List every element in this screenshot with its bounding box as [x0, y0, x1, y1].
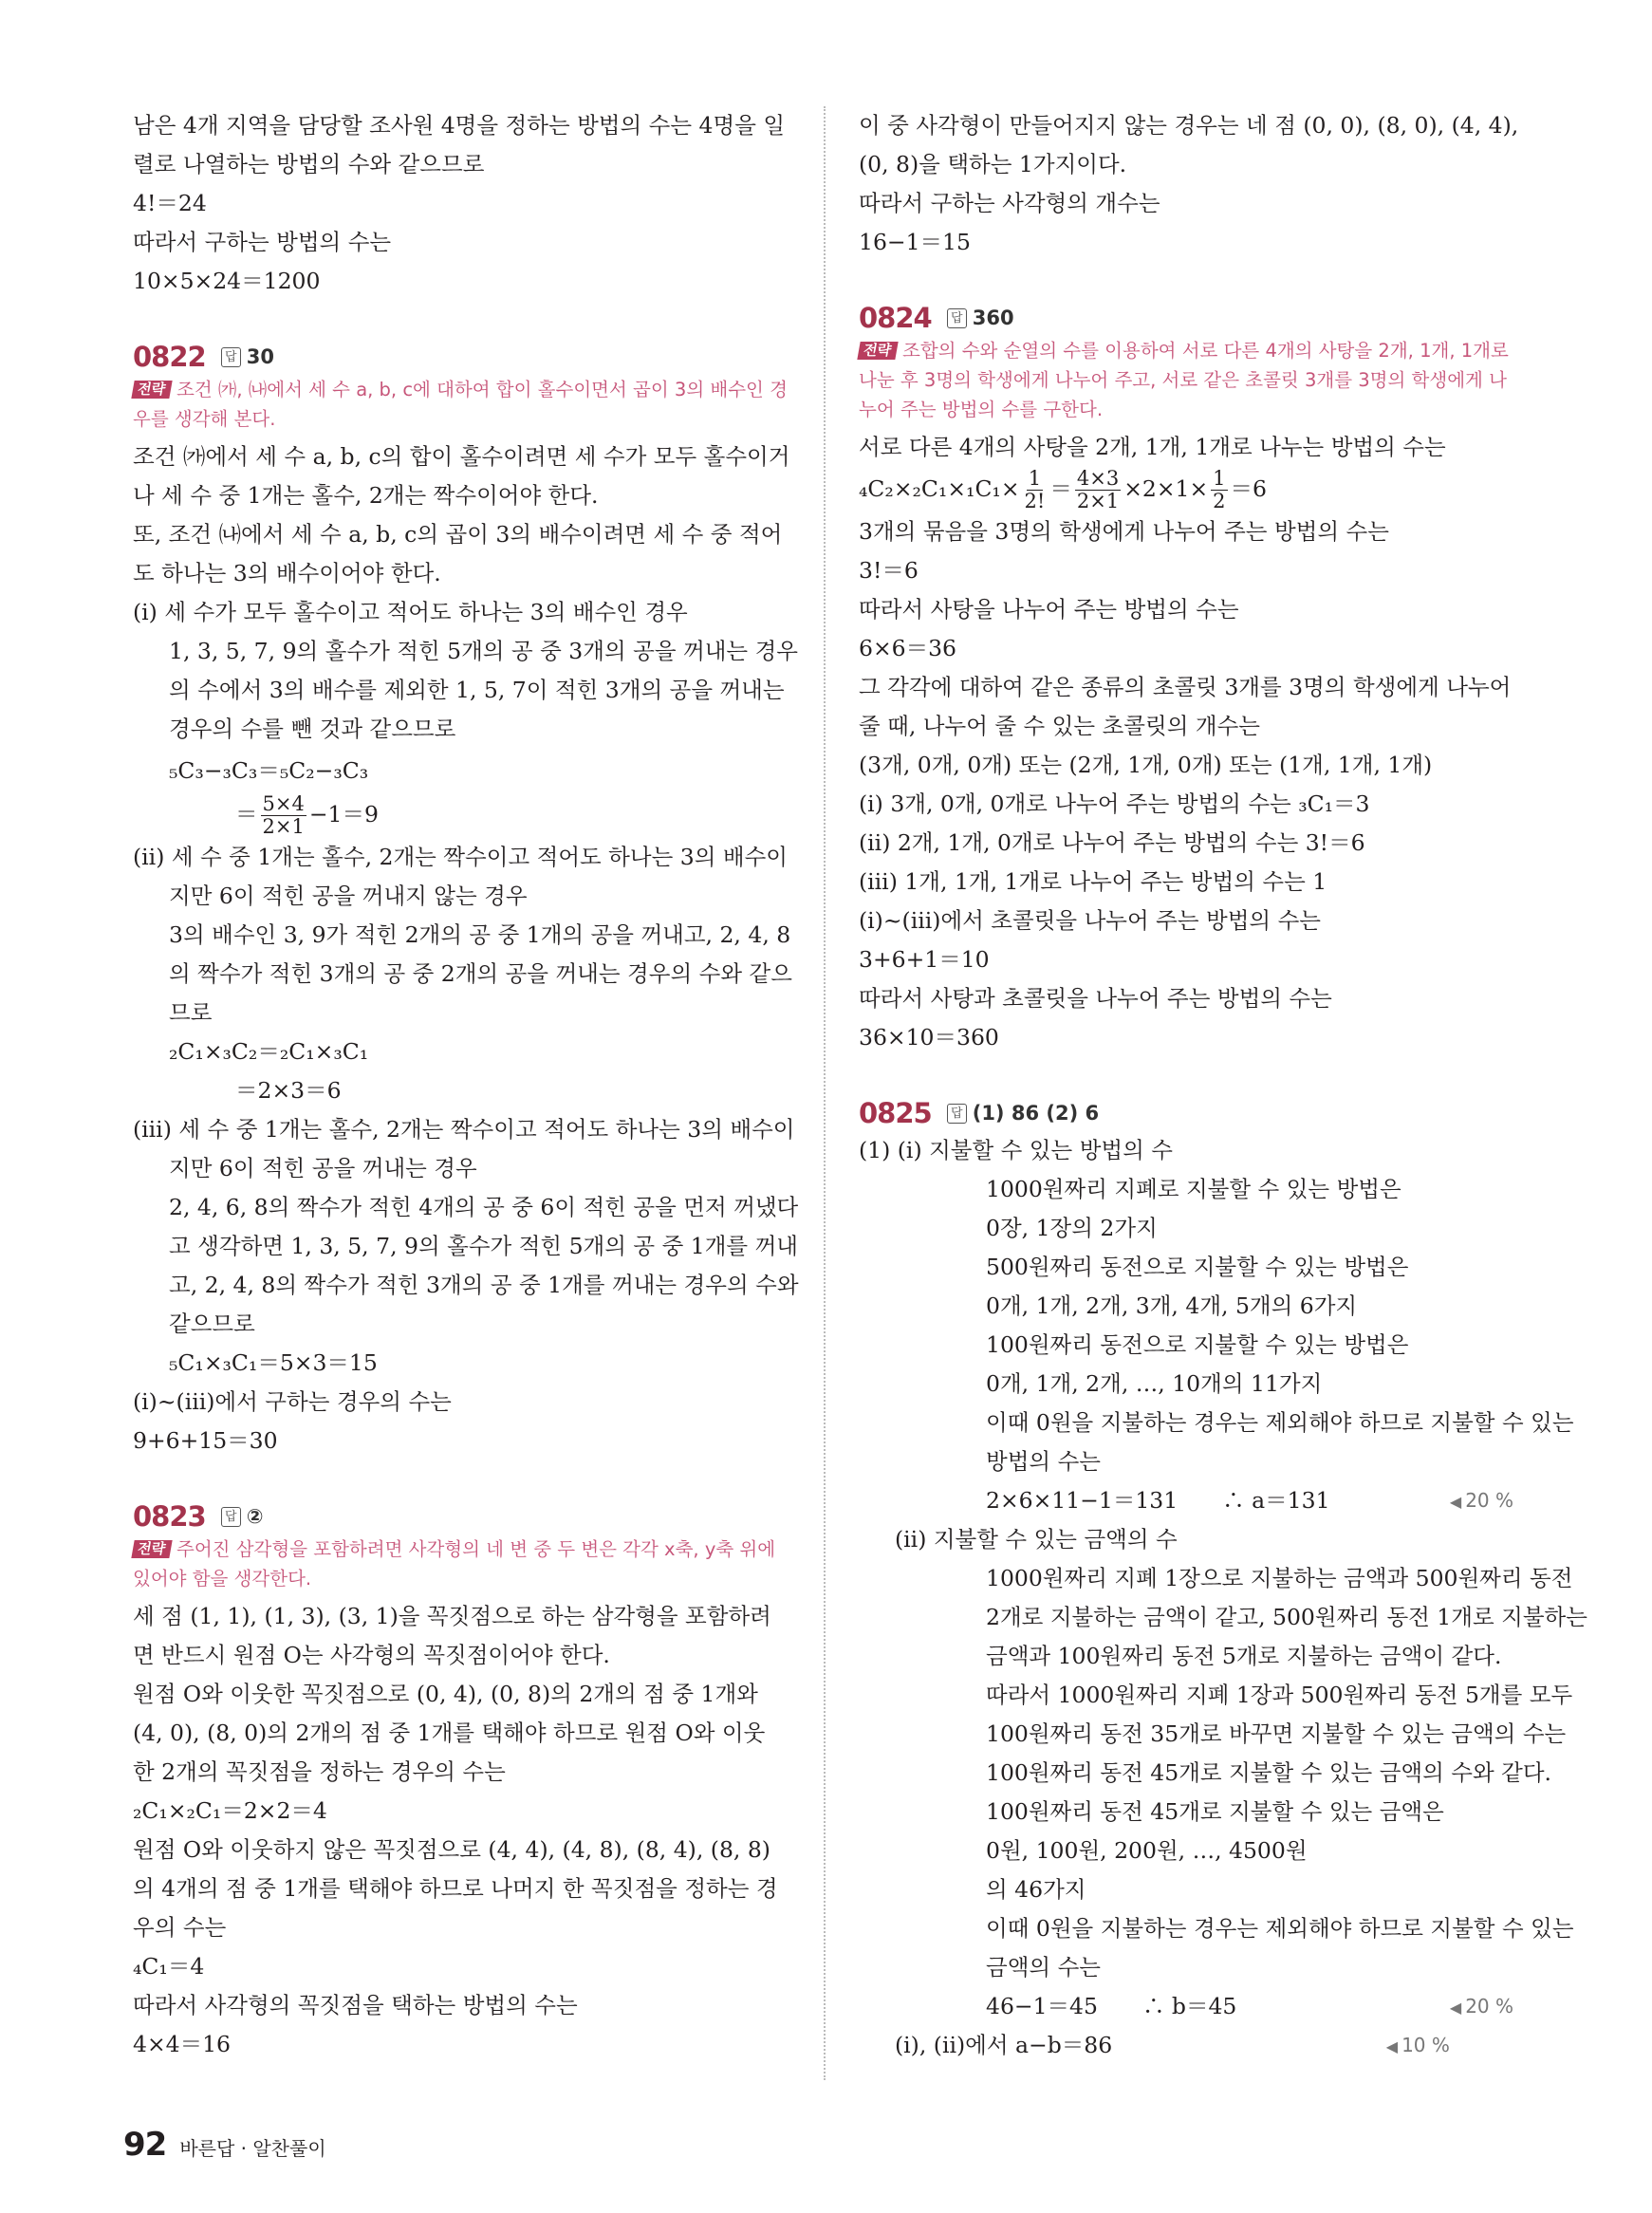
- column-divider: [824, 106, 826, 2080]
- book-title: 바른답 · 알찬풀이: [179, 2137, 326, 2160]
- text-line: 2, 4, 6, 8의 짝수가 적힌 4개의 공 중 6이 적힌 공을 먼저 꺼냈다: [169, 1194, 799, 1221]
- fraction: [1211, 468, 1227, 512]
- strategy-text: 주어진 삼각형을 포함하려면 사각형의 네 변 중 두 변은 각각 x축, y축 위에 있어야 함을 생각한다.: [133, 1538, 776, 1590]
- text-line: 3의 배수인 3, 9가 적힌 2개의 공 중 1개의 공을 꺼내고, 2, 4, 8: [169, 921, 791, 949]
- text-line: 따라서 사탕을 나누어 주는 방법의 수는: [859, 596, 1239, 623]
- equation: [133, 792, 788, 838]
- text-line: 의 46가지: [986, 1876, 1086, 1904]
- text-line: 그 각각에 대하여 같은 종류의 초콜릿 3개를 3명의 학생에게 나누어: [859, 674, 1512, 701]
- text-line: 지만 6이 적힌 공을 꺼내는 경우: [169, 1155, 477, 1182]
- equation: ₅C₁×₃C₁＝5×3＝15: [169, 1349, 378, 1377]
- text-line: 금액의 수는: [986, 1954, 1101, 1981]
- text-line: 지만 6이 적힌 공을 꺼내지 않는 경우: [169, 883, 528, 910]
- text-line: 100원짜리 동전 45개로 지불할 수 있는 금액은: [986, 1798, 1444, 1826]
- fraction: [1023, 468, 1048, 512]
- text-line: (ⅲ) 1개, 1개, 1개로 나누어 주는 방법의 수는 1: [859, 868, 1327, 896]
- text-line: 2개로 지불하는 금액이 같고, 500원짜리 동전 1개로 지불하는: [986, 1604, 1587, 1631]
- text-line: 이때 0원을 지불하는 경우는 제외해야 하므로 지불할 수 있는: [986, 1915, 1574, 1943]
- answer-value: 30: [246, 345, 274, 368]
- equation: [859, 1481, 1513, 1520]
- answer-icon: 답: [947, 308, 967, 328]
- equation: 3!＝6: [859, 557, 919, 585]
- text-line: 100원짜리 동전으로 지불할 수 있는 방법은: [986, 1331, 1409, 1359]
- problem-number: 0824: [859, 302, 932, 334]
- strategy-note: [133, 1534, 788, 1593]
- text-line: 따라서 구하는 방법의 수는: [133, 229, 392, 255]
- denominator: 2!: [1024, 490, 1046, 512]
- strategy-text: 조건 ㈎, ㈏에서 세 수 a, b, c에 대하여 합이 홀수이면서 곱이 3의 배수인 경우를 생각해 본다.: [133, 379, 788, 430]
- text-line: 100원짜리 동전 35개로 바꾸면 지불할 수 있는 금액의 수는: [986, 1720, 1567, 1748]
- text-line: (ⅰ) 3개, 0개, 0개로 나누어 주는 방법의 수는 ₃C₁＝3: [859, 790, 1370, 818]
- answer-value: ②: [246, 1505, 264, 1529]
- eq-part: ＝6: [1230, 475, 1267, 502]
- text-line: 같으므로: [169, 1311, 255, 1338]
- answer-value: 360: [972, 307, 1014, 329]
- text-line: 0원, 100원, 200원, …, 4500원: [986, 1837, 1308, 1865]
- text-line: 4!＝24: [133, 190, 207, 216]
- triangle-left-icon: ◀: [1449, 1493, 1462, 1512]
- score-text: 10 %: [1401, 2034, 1450, 2057]
- eq-part: ×2×1×: [1123, 475, 1209, 502]
- text-line: 100원짜리 동전 45개로 지불할 수 있는 금액의 수와 같다.: [986, 1759, 1552, 1787]
- numerator: 4×3: [1076, 466, 1120, 490]
- equation: 36×10＝360: [859, 1024, 999, 1051]
- equation: ₂C₁×₂C₁＝2×2＝4: [133, 1797, 327, 1825]
- strategy-tag: 전략: [131, 1540, 172, 1558]
- triangle-left-icon: ◀: [1449, 1999, 1462, 2018]
- page-number: 92: [123, 2126, 167, 2164]
- equation: ₅C₃−₃C₃＝₅C₂−₃C₃: [169, 757, 369, 784]
- text-line: 따라서 사각형의 꼭짓점을 택하는 방법의 수는: [133, 1992, 578, 2019]
- text-line: 경우의 수를 뺀 것과 같으므로: [169, 716, 456, 742]
- eq-part: −1＝9: [308, 801, 379, 828]
- right-column: [859, 106, 1587, 2066]
- score-badge: [1450, 1987, 1513, 2027]
- fraction: [261, 793, 306, 838]
- text-line: 이때 0원을 지불하는 경우는 제외해야 하므로 지불할 수 있는: [986, 1409, 1574, 1437]
- text-line: (ⅰ)~(ⅲ)에서 구하는 경우의 수는: [133, 1388, 452, 1416]
- text-line: 500원짜리 동전으로 지불할 수 있는 방법은: [986, 1254, 1409, 1281]
- text-line: 0개, 1개, 2개, …, 10개의 11가지: [986, 1370, 1323, 1398]
- case-title: (ⅱ) 세 수 중 1개는 홀수, 2개는 짝수이고 적어도 하나는 3의 배수이: [133, 844, 788, 871]
- problem-number: 0825: [859, 1097, 932, 1130]
- text-line: 므로: [169, 999, 213, 1027]
- text-line: 따라서 구하는 사각형의 개수는: [859, 190, 1160, 216]
- text-line: 방법의 수는: [986, 1448, 1101, 1476]
- text-line: 또, 조건 ㈏에서 세 수 a, b, c의 곱이 3의 배수이려면 세 수 중 적어: [133, 521, 783, 548]
- text-line: 의 4개의 점 중 1개를 택해야 하므로 나머지 한 꼭짓점을 정하는 경: [133, 1875, 778, 1903]
- strategy-note: [133, 375, 788, 434]
- page-footer: [123, 2126, 326, 2164]
- problem-header-0824: [859, 302, 1513, 334]
- text-line: 세 점 (1, 1), (1, 3), (3, 1)을 꼭짓점으로 하는 삼각형을 포함하려: [133, 1603, 771, 1630]
- problem-header-0825: [859, 1097, 1513, 1129]
- case-title: (1) (ⅰ) 지불할 수 있는 방법의 수: [859, 1137, 1173, 1164]
- text-line: 렬로 나열하는 방법의 수와 같으므로: [133, 151, 485, 177]
- problem-number: 0822: [133, 341, 206, 373]
- text-line: 고 생각하면 1, 3, 5, 7, 9의 홀수가 적힌 5개의 공 중 1개를 꺼내: [169, 1233, 798, 1260]
- score-badge: [1386, 2026, 1450, 2066]
- text-line: 나 세 수 중 1개는 홀수, 2개는 짝수이어야 한다.: [133, 482, 599, 509]
- text-line: 0개, 1개, 2개, 3개, 4개, 5개의 6가지: [986, 1292, 1358, 1320]
- numerator: 5×4: [262, 791, 305, 815]
- text-line: 면 반드시 원점 O는 사각형의 꼭짓점이어야 한다.: [133, 1642, 610, 1669]
- text-line: 의 수에서 3의 배수를 제외한 1, 5, 7이 적힌 3개의 공을 꺼내는: [169, 677, 785, 703]
- equation: [859, 467, 1513, 512]
- strategy-note: [859, 336, 1513, 424]
- answer-icon: 답: [947, 1104, 967, 1124]
- denominator: 2×1: [1076, 490, 1120, 512]
- problem-header-0823: [133, 1500, 788, 1533]
- text-line: (3개, 0개, 0개) 또는 (2개, 1개, 0개) 또는 (1개, 1개, 1개): [859, 752, 1433, 779]
- equation: 4×4＝16: [133, 2031, 231, 2058]
- text-line: 이 중 사각형이 만들어지지 않는 경우는 네 점 (0, 0), (8, 0), (4, 4),: [859, 112, 1519, 139]
- text-line: 도 하나는 3의 배수이어야 한다.: [133, 560, 441, 586]
- answer-icon: 답: [221, 1507, 241, 1527]
- text-line: 고, 2, 4, 8의 짝수가 적힌 3개의 공 중 1개를 꺼내는 경우의 수와: [169, 1272, 799, 1299]
- text-line: 0장, 1장의 2가지: [986, 1215, 1158, 1242]
- text-line: 따라서 사탕과 초콜릿을 나누어 주는 방법의 수는: [859, 985, 1332, 1013]
- text-line: 9+6+15＝30: [133, 1427, 278, 1455]
- equation: [859, 1987, 1513, 2026]
- eq-part: ＝: [235, 801, 258, 828]
- eq-part: ₄C₂×₂C₁×₁C₁×: [859, 475, 1020, 502]
- text-line: 금액과 100원짜리 동전 5개로 지불하는 금액이 같다.: [986, 1643, 1502, 1670]
- score-text: 20 %: [1465, 1489, 1513, 1513]
- strategy-tag: 전략: [131, 381, 172, 399]
- text-line: (ⅱ) 2개, 1개, 0개로 나누어 주는 방법의 수는 3!＝6: [859, 829, 1365, 857]
- equation: ₂C₁×₃C₂＝₂C₁×₃C₁: [169, 1038, 369, 1066]
- numerator: 1: [1028, 466, 1042, 490]
- eq-part: ＝: [1049, 475, 1072, 502]
- text-line: 3개의 묶음을 3명의 학생에게 나누어 주는 방법의 수는: [859, 518, 1389, 546]
- answer-icon: 답: [221, 347, 241, 367]
- eq-text: (ⅰ), (ⅱ)에서 a−b＝86: [895, 2032, 1113, 2059]
- text-line: (ⅰ)~(ⅲ)에서 초콜릿을 나누어 주는 방법의 수는: [859, 907, 1321, 935]
- denominator: 2: [1213, 490, 1226, 512]
- text-line: 우의 수는: [133, 1914, 227, 1942]
- text-line: (0, 8)을 택하는 1가지이다.: [859, 151, 1127, 177]
- denominator: 2×1: [262, 815, 305, 838]
- case-title: (ⅱ) 지불할 수 있는 금액의 수: [895, 1526, 1178, 1553]
- equation: 16−1＝15: [859, 229, 971, 255]
- triangle-left-icon: ◀: [1385, 2037, 1399, 2056]
- text-line: 조건 ㈎에서 세 수 a, b, c의 합이 홀수이려면 세 수가 모두 홀수이거: [133, 443, 790, 470]
- equation: 6×6＝36: [859, 635, 956, 662]
- eq-text: 2×6×11−1＝131 ∴ a＝131: [986, 1487, 1330, 1515]
- text-line: 1000원짜리 지폐 1장으로 지불하는 금액과 500원짜리 동전: [986, 1565, 1573, 1592]
- strategy-tag: 전략: [857, 342, 898, 360]
- fraction: [1075, 468, 1121, 512]
- text-line: 서로 다른 4개의 사탕을 2개, 1개, 1개로 나누는 방법의 수는: [859, 434, 1446, 460]
- text-line: 따라서 1000원짜리 지폐 1장과 500원짜리 동전 5개를 모두: [986, 1682, 1573, 1709]
- equation: ₄C₁＝4: [133, 1953, 205, 1981]
- text-line: 1, 3, 5, 7, 9의 홀수가 적힌 5개의 공 중 3개의 공을 꺼내는 경우: [169, 638, 798, 664]
- numerator: 1: [1213, 466, 1226, 490]
- text-line: 10×5×24＝1200: [133, 268, 321, 294]
- text-line: 원점 O와 이웃한 꼭짓점으로 (0, 4), (0, 8)의 2개의 점 중 1개와: [133, 1681, 758, 1708]
- text-line: 줄 때, 나누어 줄 수 있는 초콜릿의 개수는: [859, 713, 1260, 740]
- strategy-text: 조합의 수와 순열의 수를 이용하여 서로 다른 4개의 사탕을 2개, 1개, 1개로 나눈 후 3명의 학생에게 나누어 주고, 서로 같은 초콜릿 3개를 3명의 학생에게 나누어 주는 방법의 수를 구한다.: [859, 340, 1509, 420]
- text-line: 원점 O와 이웃하지 않은 꼭짓점으로 (4, 4), (4, 8), (8, 4), (8, 8): [133, 1836, 770, 1864]
- equation: ＝2×3＝6: [235, 1077, 342, 1105]
- eq-text: 46−1＝45 ∴ b＝45: [986, 1993, 1237, 2020]
- problem-number: 0823: [133, 1500, 206, 1534]
- score-badge: [1450, 1481, 1513, 1521]
- case-title: (ⅲ) 세 수 중 1개는 홀수, 2개는 짝수이고 적어도 하나는 3의 배수이: [133, 1116, 795, 1144]
- answer-value: (1) 86 (2) 6: [972, 1102, 1100, 1125]
- text-line: (4, 0), (8, 0)의 2개의 점 중 1개를 택해야 하므로 원점 O와 이웃: [133, 1720, 766, 1747]
- text-line: 남은 4개 지역을 담당할 조사원 4명을 정하는 방법의 수는 4명을 일: [133, 112, 786, 139]
- text-line: 1000원짜리 지폐로 지불할 수 있는 방법은: [986, 1176, 1401, 1203]
- case-title: (ⅰ) 세 수가 모두 홀수이고 적어도 하나는 3의 배수인 경우: [133, 599, 688, 625]
- score-text: 20 %: [1465, 1995, 1513, 2018]
- equation: [859, 2026, 1513, 2065]
- problem-header-0822: [133, 341, 788, 373]
- text-line: 한 2개의 꼭짓점을 정하는 경우의 수는: [133, 1758, 506, 1786]
- text-line: 의 짝수가 적힌 3개의 공 중 2개의 공을 꺼내는 경우의 수와 같으: [169, 960, 792, 988]
- left-column: [133, 106, 799, 2064]
- equation: 3+6+1＝10: [859, 946, 990, 974]
